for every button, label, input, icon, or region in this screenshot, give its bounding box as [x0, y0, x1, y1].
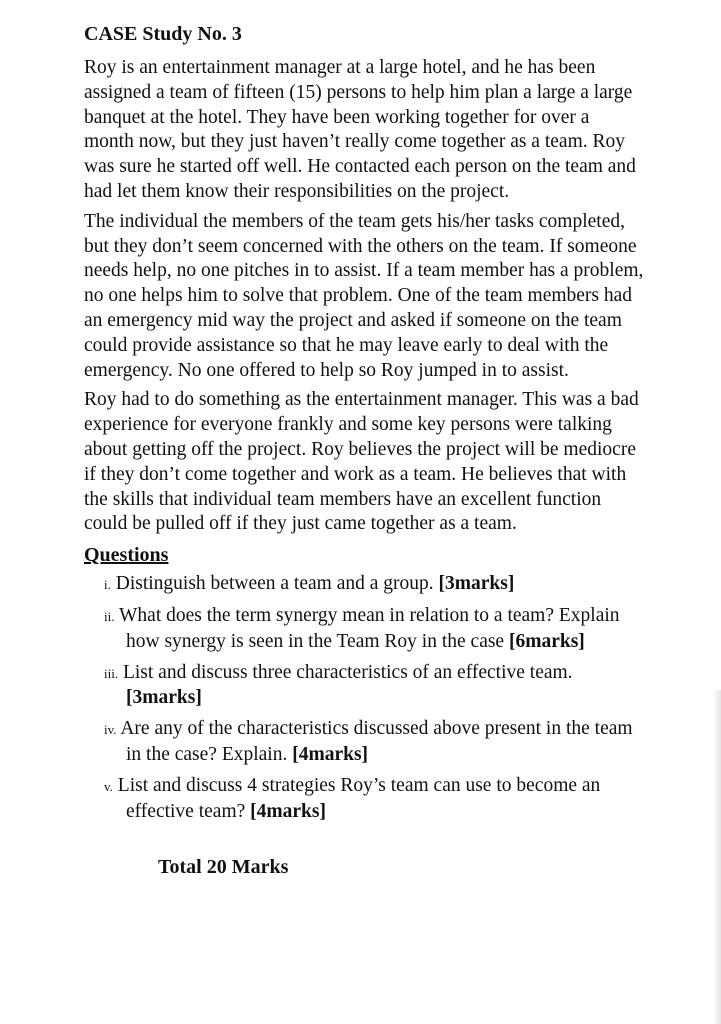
- question-text: List and discuss 4 strategies Roy’s team can use to become an effective team?: [117, 774, 601, 822]
- question-text: What does the term synergy mean in relation to a team? Explain how synergy is seen in the Team Roy in the case: [119, 604, 620, 652]
- question-item: [84, 774, 644, 825]
- question-number: ii.: [104, 608, 115, 624]
- questions-heading: Questions: [84, 544, 169, 567]
- document-page: [84, 20, 644, 880]
- case-paragraph-3: Roy had to do something as the entertainment manager. This was a bad experience for everyone frankly and some key persons were talking about getting off the project. Roy believes the project will be mediocre if they don’t come together and work as a team. He believes that with the skills that individual team members have an excellent function could be pulled off if they just came together as a team.: [84, 389, 639, 535]
- question-marks: [3marks]: [126, 687, 202, 709]
- question-marks: [4marks]: [292, 743, 369, 765]
- question-item: [84, 661, 644, 712]
- question-number: i.: [104, 577, 111, 593]
- question-text: List and discuss three characteristics of an effective team.: [122, 661, 573, 683]
- case-study-title: CASE Study No. 3: [84, 23, 242, 45]
- question-item: [84, 717, 644, 768]
- question-number: iv.: [104, 722, 117, 738]
- questions-list: [84, 572, 644, 824]
- question-number: iii.: [104, 665, 119, 681]
- question-number: v.: [104, 778, 113, 794]
- question-text: Are any of the characteristics discussed above present in the team in the case? Explain.: [120, 718, 633, 765]
- question-marks: [6marks]: [508, 630, 585, 652]
- question-marks: [3marks]: [438, 573, 515, 595]
- question-text: Distinguish between a team and a group.: [115, 573, 434, 595]
- case-paragraph-2: The individual the members of the team gets his/her tasks completed, but they don’t seem concerned with the others on the team. If someone needs help, no one pitches in to assist. If a team member has a problem, no one helps him to solve that problem. One of the team members had an emergency mid way the project and asked if someone on the team could provide assistance so that he may leave early to deal with the emergency. No one offered to help so Roy jumped in to assist.: [84, 210, 644, 381]
- case-paragraph-1: Roy is an entertainment manager at a large hotel, and he has been assigned a team of fifteen (15) persons to help him plan a large a large banquet at the hotel. They have been working together for over a month now, but they just haven’t really come together as a team. Roy was sure he started off well. He contacted each person on the team and had let them know their responsibilities on the project.: [84, 57, 636, 202]
- page-edge-shadow: [713, 690, 721, 1024]
- question-marks: [4marks]: [250, 800, 326, 822]
- total-marks: Total 20 Marks: [158, 856, 289, 879]
- question-item: [84, 604, 644, 655]
- question-item: [84, 572, 644, 598]
